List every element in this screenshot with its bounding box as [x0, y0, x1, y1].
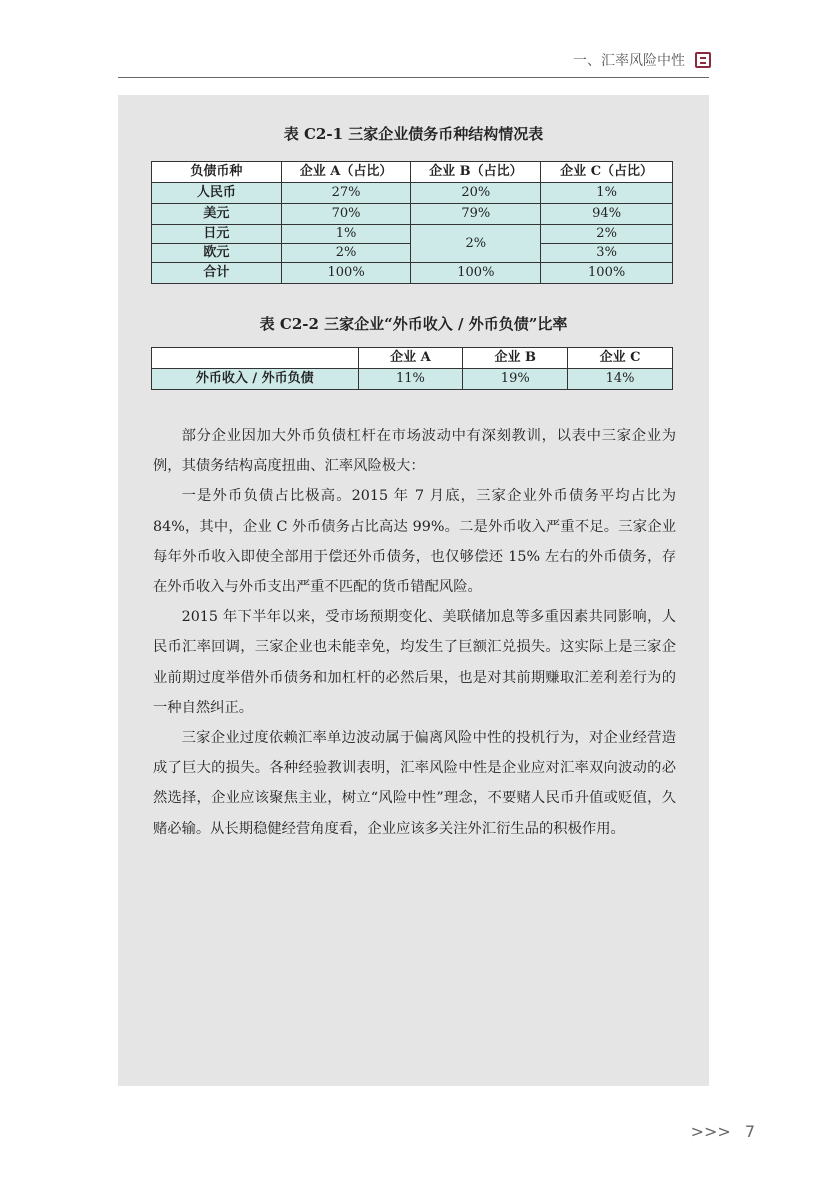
table2-title: 表 C2-2 三家企业“外币收入 / 外币负债”比率: [259, 315, 568, 333]
column-header: 企业 C（占比）: [541, 162, 673, 183]
table-cell: 3%: [541, 244, 673, 263]
row-label: 日元: [152, 225, 282, 244]
table-cell: 11%: [358, 369, 463, 390]
case-box: [118, 95, 709, 1086]
table-cell: 100%: [541, 263, 673, 284]
column-header: 负债币种: [152, 162, 282, 183]
running-title: 一、汇率风险中性: [573, 53, 685, 69]
row-label: 欧元: [152, 244, 282, 263]
book-icon: [695, 52, 711, 68]
column-header: [152, 348, 359, 369]
table-row: [152, 263, 673, 284]
column-header: 企业 A: [358, 348, 463, 369]
table-header-row: [152, 348, 673, 369]
fx-ratio-table: [151, 347, 673, 390]
table-row: [152, 369, 673, 390]
table-cell: 1%: [541, 183, 673, 204]
paragraph: 一是外币负债占比极高。2015 年 7 月底，三家企业外币债务平均占比为 84%，其中，企业 C 外币债务占比高达 99%。二是外币收入严重不足。三家企业每年外币收入即使全部用于偿还外币债务，也仅够偿还 15% 左右的外币债务，存在外币收入与外币支出严重不匹配的货币错配风险。: [153, 488, 676, 596]
table-cell: 79%: [411, 204, 541, 225]
table-cell: 2%: [281, 244, 411, 263]
row-label: 外币收入 / 外币负债: [152, 369, 359, 390]
header-rule: [118, 77, 709, 78]
table-cell: 2%: [541, 225, 673, 244]
row-label: 美元: [152, 204, 282, 225]
page-number: 7: [744, 1122, 755, 1141]
table-cell: 94%: [541, 204, 673, 225]
table-row: [152, 204, 673, 225]
table-cell: 100%: [281, 263, 411, 284]
table-row: [152, 225, 673, 244]
table-cell: 19%: [463, 369, 568, 390]
row-label: 合计: [152, 263, 282, 284]
table-cell: 70%: [281, 204, 411, 225]
table-cell: 100%: [411, 263, 541, 284]
folio-arrows: >>>: [690, 1122, 731, 1141]
debt-currency-table: [151, 161, 673, 284]
column-header: 企业 C: [568, 348, 673, 369]
body-text: [153, 421, 676, 844]
table-cell: 14%: [568, 369, 673, 390]
table-cell: 20%: [411, 183, 541, 204]
column-header: 企业 B（占比）: [411, 162, 541, 183]
column-header: 企业 B: [463, 348, 568, 369]
paragraph: 部分企业因加大外币负债杠杆在市场波动中有深刻教训，以表中三家企业为例，其债务结构高度扭曲、汇率风险极大：: [153, 428, 676, 475]
table1-title: 表 C2-1 三家企业债务币种结构情况表: [283, 125, 544, 143]
page-footer: [691, 1122, 755, 1141]
table-row: [152, 183, 673, 204]
paragraph: 2015 年下半年以来，受市场预期变化、美联储加息等多重因素共同影响，人民币汇率回调，三家企业也未能幸免，均发生了巨额汇兑损失。这实际上是三家企业前期过度举借外币债务和加杠杆的必然后果，也是对其前期赚取汇差利差行为的一种自然纠正。: [153, 609, 676, 716]
row-label: 人民币: [152, 183, 282, 204]
table-cell: 1%: [281, 225, 411, 244]
paragraph: 三家企业过度依赖汇率单边波动属于偏离风险中性的投机行为，对企业经营造成了巨大的损失。各种经验教训表明，汇率风险中性是企业应对汇率双向波动的必然选择，企业应该聚焦主业，树立“风险中性”理念，不要赌人民币升值或贬值，久赌必输。从长期稳健经营角度看，企业应该多关注外汇衍生品的积极作用。: [153, 730, 676, 837]
table-header-row: [152, 162, 673, 183]
table-cell-merged: 2%: [411, 225, 541, 263]
table-cell: 27%: [281, 183, 411, 204]
column-header: 企业 A（占比）: [281, 162, 411, 183]
running-head: [573, 50, 711, 70]
